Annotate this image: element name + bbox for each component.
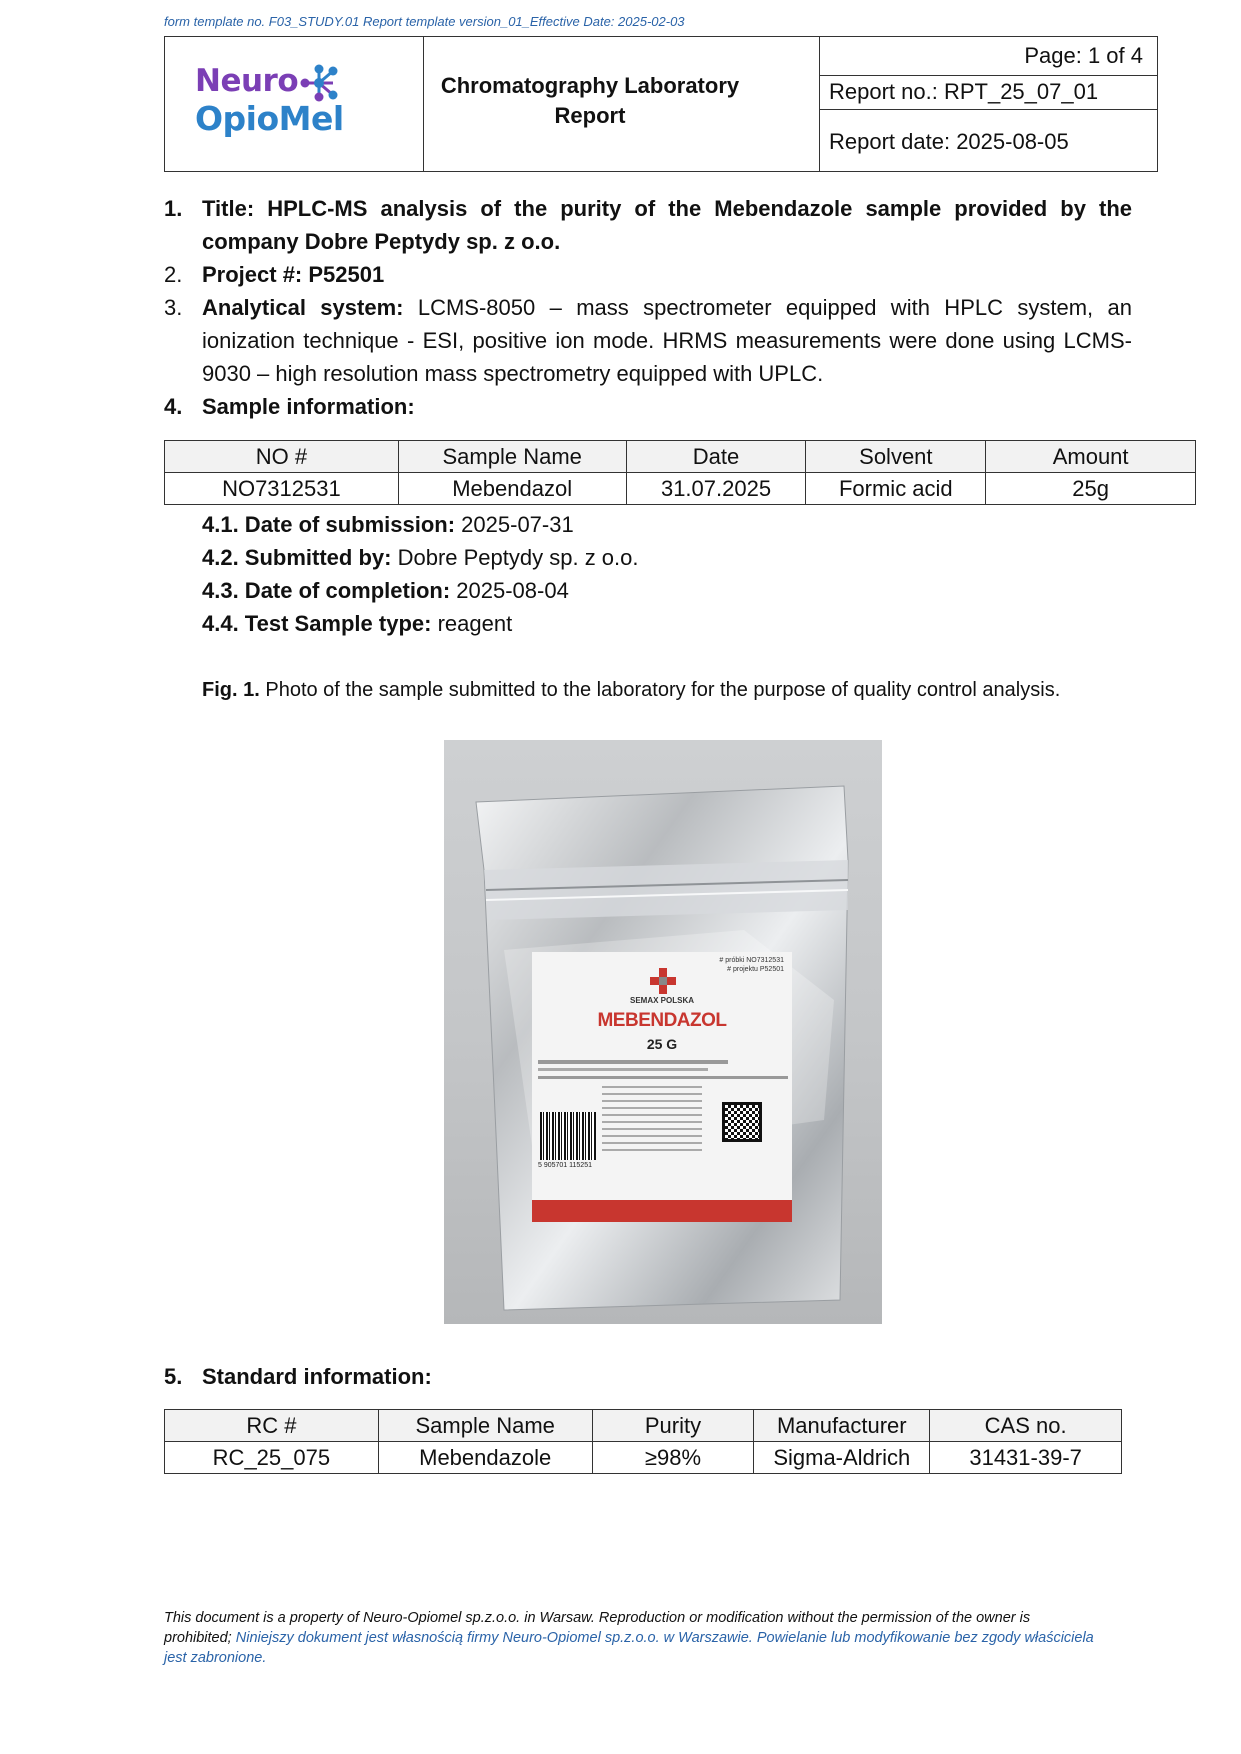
analytical-system-text [202,291,1132,390]
detail-label: 4.3. Date of completion: [202,578,451,603]
label-fine-print [538,1060,728,1064]
table-cell: Formic acid [806,473,986,505]
section-number: 3. [164,295,183,320]
section-number: 1. [164,196,183,221]
detail-value: reagent [431,611,513,636]
table-cell: ≥98% [592,1442,754,1474]
column-header: Date [626,441,806,473]
report-header-box [164,36,1158,172]
header-divider [819,109,1157,110]
column-header: Sample Name [398,441,626,473]
header-divider [819,75,1157,76]
template-info-line: form template no. F03_STUDY.01 Report template version_01_Effective Date: 2025-02-03 [164,16,685,29]
table-cell: Mebendazol [398,473,626,505]
label-project-number: # projektu P52501 [727,966,784,973]
table-cell: 31431-39-7 [930,1442,1122,1474]
label-fine-print [602,1086,702,1156]
section-title-text: Title: HPLC-MS analysis of the purity of the Mebendazole sample provided by the company Dobre Peptydy sp. z o.o. [202,196,1132,254]
product-label [532,952,792,1222]
figure-caption [202,674,1060,707]
logo-text-neuro: Neuro [195,63,299,99]
section-number: 4. [164,394,183,419]
label-footer-band [532,1200,792,1222]
barcode [540,1112,596,1160]
column-header: Sample Name [378,1410,592,1442]
footer-notice [164,1608,1094,1668]
detail-value: 2025-07-31 [455,512,574,537]
section-number: 5. [164,1364,183,1389]
standard-info-heading: Standard information: [202,1364,432,1389]
table-cell: Sigma-Aldrich [754,1442,930,1474]
label-amount: 25 G [646,1036,678,1052]
analytical-system-description: LCMS-8050 – mass spectrometer equipped with HPLC system, an ionization technique - ESI, positive ion mode. HRMS measurements were done using LCMS-9030 – high resolution mass spectrometry equipped with UPLC. [202,295,1132,386]
molecule-icon [299,63,343,103]
column-header: CAS no. [930,1410,1122,1442]
detail-value: 2025-08-04 [450,578,569,603]
table-row [165,1442,1122,1474]
analytical-system-label: Analytical system: [202,295,404,320]
submitted-by [202,541,639,574]
label-product-name: MEBENDAZOL [597,1010,727,1031]
detail-label: 4.2. Submitted by: [202,545,392,570]
footer-english: This document is a property of Neuro-Opiomel sp.z.o.o. in Warsaw. Reproduction or modification without the permission of the owner is prohibited; [164,1610,1031,1646]
detail-label: 4.4. Test Sample type: [202,611,432,636]
cross-logo-icon [650,968,676,994]
header-divider [819,37,820,171]
project-number: Project #: P52501 [202,262,385,287]
barcode-number: 5 905701 115251 [538,1162,592,1169]
logo-text-opiomel: OpioMel [195,99,344,138]
table-header-row [165,1410,1122,1442]
label-sample-info [719,956,784,974]
page-number: Page: 1 of 4 [1024,43,1143,68]
table-cell: 25g [986,473,1196,505]
figure-caption-text: Photo of the sample submitted to the laboratory for the purpose of quality control analysis. [259,679,1061,701]
qr-code [722,1102,762,1142]
column-header: NO # [165,441,399,473]
report-number: Report no.: RPT_25_07_01 [829,79,1099,104]
sample-photo [444,740,882,1324]
footer-polish: Niniejszy dokument jest własnością firmy Neuro-Opiomel sp.z.o.o. w Warszawie. Powielanie lub modyfikowanie bez zgody właściciela jest zabronione. [164,1630,1094,1666]
standard-table [164,1409,1122,1474]
date-of-submission [202,508,574,541]
label-sample-number: # próbki NO7312531 [719,957,784,964]
detail-label: 4.1. Date of submission: [202,512,456,537]
detail-value: Dobre Peptydy sp. z o.o. [391,545,639,570]
column-header: Manufacturer [754,1410,930,1442]
section-number: 2. [164,262,183,287]
date-of-completion [202,574,569,607]
column-header: Amount [986,441,1196,473]
column-header: Purity [592,1410,754,1442]
table-cell: Mebendazole [378,1442,592,1474]
figure-label: Fig. 1. [202,679,260,701]
table-cell: RC_25_075 [165,1442,379,1474]
table-cell: NO7312531 [165,473,399,505]
label-fine-print [538,1068,708,1071]
header-divider [423,37,424,171]
test-sample-type [202,607,512,640]
column-header: Solvent [806,441,986,473]
report-title: Chromatography Laboratory Report [440,73,740,128]
table-row [165,473,1196,505]
company-logo [195,49,365,159]
sample-table [164,440,1196,505]
table-cell: 31.07.2025 [626,473,806,505]
column-header: RC # [165,1410,379,1442]
table-header-row [165,441,1196,473]
sample-info-heading: Sample information: [202,394,415,419]
label-fine-print [538,1076,788,1079]
report-date: Report date: 2025-08-05 [829,129,1069,154]
label-brand: SEMAX POLSKA [629,996,694,1005]
